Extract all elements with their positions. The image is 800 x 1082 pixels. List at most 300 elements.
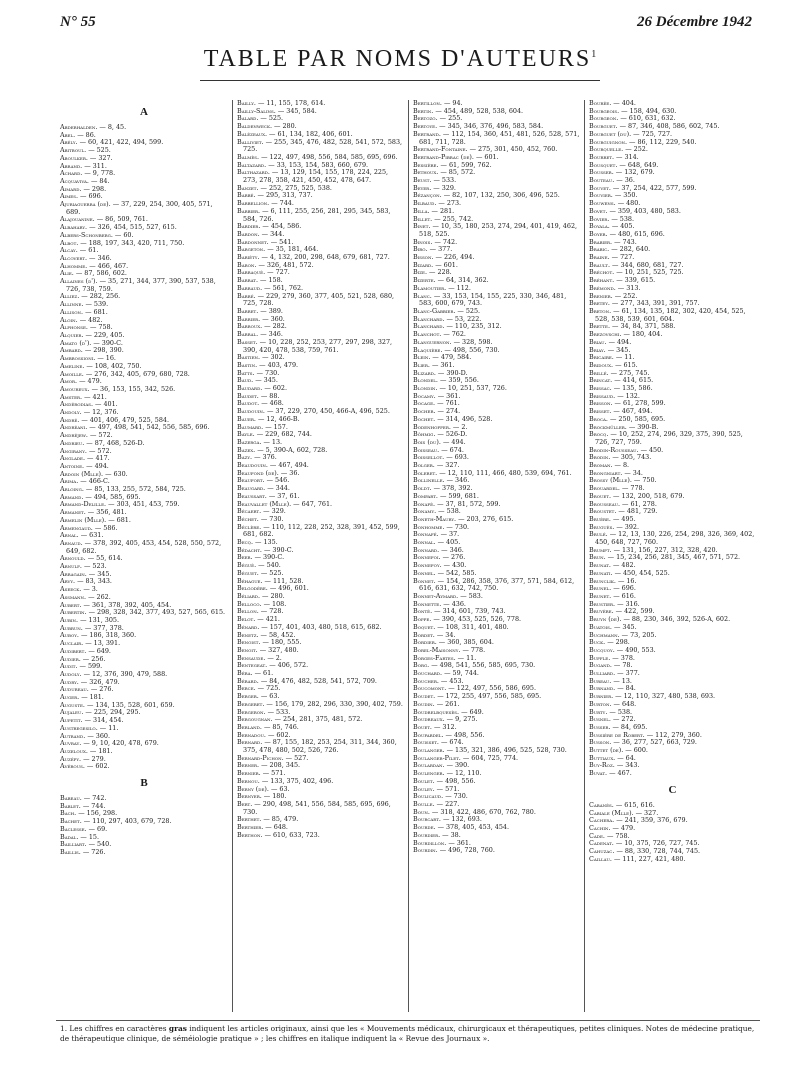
author-name: Burton. bbox=[589, 699, 612, 708]
page-references: — 12, 110, 327, 480, 538, 693. bbox=[613, 692, 716, 701]
author-name: Brémond. bbox=[589, 283, 616, 292]
page-references: — 361, 378, 392, 405, 454. bbox=[81, 600, 172, 609]
author-name: Bonafé. bbox=[413, 499, 436, 508]
author-name: Buchmann. bbox=[589, 630, 620, 639]
author-name: Baudard. bbox=[237, 384, 263, 393]
author-name: Bochet. bbox=[413, 414, 436, 423]
page-references: — 758. bbox=[604, 831, 630, 840]
author-name: Audier. bbox=[60, 654, 81, 663]
section-letter: B bbox=[140, 777, 148, 790]
page-references: — 85, 133, 255, 572, 584, 725. bbox=[83, 485, 186, 494]
page-references: — 208, 345. bbox=[259, 761, 301, 770]
page-references: — 541. bbox=[268, 237, 294, 246]
page-references: — 13, 129, 154, 155, 178, 224, 225, 273, 278, 358, 421, 450, 452, 478, 647. bbox=[243, 168, 389, 185]
page-references: — 252. bbox=[623, 145, 648, 154]
page-references: — 761. bbox=[435, 399, 460, 408]
author-name: Béliard. bbox=[237, 592, 260, 600]
page-references: — 343. bbox=[614, 761, 640, 770]
page-references: — 727. bbox=[265, 268, 290, 277]
author-name: Binet. bbox=[413, 222, 431, 231]
author-name: Barraud. bbox=[237, 283, 263, 292]
page-references: — 403, 479. bbox=[257, 360, 299, 369]
page-references: — 466-C. bbox=[78, 477, 110, 486]
page-references: — 454, 489, 528, 538, 604. bbox=[433, 106, 524, 115]
author-name: Audry. bbox=[60, 677, 79, 686]
author-name: Balmès. bbox=[237, 152, 260, 161]
page-references: — 361. bbox=[446, 838, 471, 847]
author-name: Bertoye. bbox=[413, 122, 438, 131]
page-references: — 6, 111, 255, 256, 281, 295, 345, 583, 584, 726. bbox=[243, 206, 391, 223]
page-references: — 327, 480. bbox=[257, 645, 299, 654]
author-name: Brunel. bbox=[589, 584, 612, 593]
page-references: — 88, 330, 728, 744, 745. bbox=[614, 847, 701, 856]
author-name: Arvy. bbox=[60, 577, 76, 586]
page-references: — 728. bbox=[258, 607, 284, 616]
page-references: — 36, 153, 155, 342, 526. bbox=[89, 384, 176, 393]
author-name: Brisson. bbox=[589, 399, 613, 408]
author-name: Bergeret. bbox=[237, 699, 265, 708]
page-references: — 156, 298. bbox=[76, 809, 118, 818]
page-references: — 681. bbox=[83, 307, 108, 316]
author-name: Boulle. bbox=[413, 799, 435, 808]
author-name: Brenier. bbox=[589, 291, 613, 300]
author-name: Bazerga. bbox=[237, 437, 262, 446]
page-references: — 11. bbox=[97, 723, 119, 732]
author-name: Bréchot. bbox=[589, 268, 615, 277]
author-name: Armanet. bbox=[60, 508, 86, 517]
page-references: — 256. bbox=[80, 654, 106, 663]
page-references: — 8, 45. bbox=[97, 123, 127, 131]
author-name: Bouchard. bbox=[413, 669, 443, 678]
author-name: Bucquoy. bbox=[589, 645, 615, 654]
title-text: TABLE PAR NOMS D'AUTEURS bbox=[203, 46, 592, 72]
author-name: Bouteau. bbox=[589, 176, 615, 185]
author-name: Berny (de). bbox=[237, 784, 269, 793]
page-references: — 730. bbox=[254, 368, 280, 377]
page-references: — 561, 762. bbox=[262, 283, 304, 292]
page-references: — 496, 728, 760. bbox=[437, 846, 495, 855]
page-references: — 401. bbox=[92, 400, 118, 409]
author-name: Arnulf. bbox=[60, 562, 82, 571]
page-references: — 84. bbox=[615, 684, 636, 693]
page-references: — 10, 252, 274, 296, 329, 375, 390, 525, 726, 727, 759. bbox=[595, 430, 743, 446]
author-name: Bompart. bbox=[413, 491, 438, 500]
page-references: — 84, 476, 482, 528, 541, 572, 709. bbox=[258, 676, 377, 685]
page-references: — 60, 421, 422, 494, 599. bbox=[77, 138, 164, 147]
author-name: Ardoin (Mlle). bbox=[60, 469, 104, 478]
page-references: — 326, 481, 572. bbox=[256, 260, 314, 269]
author-name: Boudet. bbox=[413, 692, 436, 701]
author-name: Bernadou. bbox=[237, 730, 266, 739]
author-name: Bernard. bbox=[237, 738, 263, 747]
page-references: — 34. bbox=[622, 468, 643, 477]
page-references: — 479, 584. bbox=[430, 353, 472, 362]
author-name: Brissaud. bbox=[589, 391, 616, 400]
author-name: Bousquet. bbox=[589, 160, 618, 169]
author-name: Balthazard. bbox=[237, 168, 270, 177]
author-name: Banzet. bbox=[237, 183, 259, 192]
author-name: Boulet. bbox=[413, 776, 435, 785]
author-name: Babeau. bbox=[60, 794, 82, 803]
page-references: — 2. bbox=[450, 422, 468, 431]
author-name: Blizard. bbox=[413, 368, 436, 377]
index-entry bbox=[413, 578, 580, 593]
author-name: Buttet (de). bbox=[589, 746, 624, 755]
author-name: Bayle. bbox=[237, 430, 255, 439]
page-references: — 345. bbox=[611, 622, 637, 631]
author-name: Bocher. bbox=[413, 407, 436, 416]
page-references: — 61, 599, 762. bbox=[438, 160, 492, 169]
page-references: — 345, 346, 376, 496, 583, 584. bbox=[437, 122, 544, 131]
author-name: Bailly. bbox=[237, 100, 256, 107]
title-footnote-mark: 1 bbox=[591, 49, 597, 60]
author-name: Bourgeon. bbox=[589, 114, 619, 123]
author-name: Buck. bbox=[589, 638, 606, 647]
page-references: — 648. bbox=[611, 699, 637, 708]
page-references: — 261. bbox=[434, 699, 460, 708]
author-name: Broca. bbox=[589, 414, 608, 423]
author-name: Bécaert. bbox=[237, 507, 262, 516]
author-name: Alliez. bbox=[60, 292, 80, 301]
author-name: Brincat. bbox=[589, 376, 613, 385]
author-name: Bernyer. bbox=[237, 792, 262, 801]
author-name: Acquaviva. bbox=[60, 176, 89, 185]
page-references: — 255, 345, 476, 482, 528, 541, 572, 583, 725. bbox=[243, 137, 403, 154]
page-references: — 132, 693. bbox=[440, 815, 482, 824]
author-name: Bachet. bbox=[60, 817, 82, 826]
page-references: — 157, 401, 403, 480, 518, 615, 682. bbox=[259, 622, 382, 631]
index-entry bbox=[413, 293, 580, 308]
page-references: — 327. bbox=[434, 461, 460, 470]
author-name: Berce. bbox=[237, 684, 256, 693]
author-name: Boucomont. bbox=[413, 684, 447, 693]
author-name: Bourguet (du). bbox=[589, 129, 632, 138]
author-name: Aimes. bbox=[60, 192, 78, 201]
author-name: Bertin. bbox=[413, 106, 434, 115]
section-letter: A bbox=[140, 106, 148, 118]
page-references: — 156, 179, 282, 296, 330, 390, 402, 759. bbox=[264, 699, 403, 708]
page-references: — 63. bbox=[258, 692, 280, 701]
issue-date: 26 Décembre 1942 bbox=[637, 14, 752, 30]
page-references: — 282. bbox=[262, 322, 287, 331]
author-name: Bonnel. bbox=[413, 568, 436, 577]
page-references: — 272. bbox=[610, 715, 636, 724]
page-references: — 10, 375, 726, 727, 745. bbox=[613, 839, 700, 848]
page-references: — 172, 255, 497, 556, 585, 695. bbox=[435, 692, 542, 701]
page-references: — 540. bbox=[256, 561, 281, 570]
author-name: Bailly-Salins. bbox=[237, 106, 276, 115]
author-name: Arima. bbox=[60, 477, 79, 486]
page-references: — 61, 134, 135, 182, 302, 420, 454, 525, 528, 538, 539, 601, 604. bbox=[595, 306, 746, 323]
author-name: Boudreaux. bbox=[413, 715, 445, 724]
page-references: — 610, 631, 632. bbox=[618, 114, 676, 123]
author-name: Brodin. bbox=[589, 453, 611, 462]
page-references: — 327. bbox=[633, 808, 659, 817]
author-name: Bourcart. bbox=[413, 815, 441, 824]
author-name: Boun. bbox=[413, 807, 430, 816]
author-name: Antoine. bbox=[60, 461, 85, 470]
author-name: Basset. bbox=[237, 337, 258, 346]
author-name: Brabier. bbox=[589, 237, 613, 246]
author-name: Blier. bbox=[413, 360, 430, 369]
author-name: Boyer. bbox=[589, 229, 608, 238]
page-references: — 602. bbox=[265, 730, 291, 739]
page-references: — 572. bbox=[86, 446, 112, 455]
page-references: — 778. bbox=[619, 484, 645, 493]
author-name: Bardonnet. bbox=[237, 237, 269, 246]
page-references: — 85, 746. bbox=[261, 722, 299, 731]
author-name: Amoureux. bbox=[60, 384, 90, 393]
page-references: — 360, 385, 604. bbox=[436, 638, 494, 647]
page-references: — 229, 682, 744. bbox=[254, 430, 312, 439]
page-references: — 11. bbox=[455, 653, 477, 662]
author-name: Baudet. bbox=[237, 391, 259, 400]
author-name: Bruère. bbox=[589, 514, 611, 523]
author-name: Blanc. bbox=[413, 291, 432, 300]
page-references: — 37, 61. bbox=[266, 491, 300, 500]
page-references: — 110, 112, 228, 252, 328, 391, 452, 599, 681, 682. bbox=[243, 522, 400, 539]
author-name: Achard. bbox=[60, 169, 83, 178]
page-references: — 316. bbox=[615, 599, 640, 608]
page-references: — 87, 586, 602. bbox=[73, 269, 127, 278]
index-entry bbox=[237, 293, 404, 308]
page-references: — 290, 498, 541, 556, 584, 585, 695, 696, 730. bbox=[243, 799, 391, 816]
author-name: Abel. bbox=[60, 130, 76, 139]
author-name: Brillé. bbox=[589, 368, 609, 377]
page-references: — 280. bbox=[271, 122, 297, 131]
page-references: — 111, 227, 421, 480. bbox=[611, 854, 686, 863]
page-references: — 86, 112, 229, 540. bbox=[627, 137, 697, 146]
page-references: — 158. bbox=[257, 276, 283, 285]
page-references: — 110, 235, 312. bbox=[444, 322, 502, 331]
page-references: — 180, 555. bbox=[260, 638, 302, 647]
page-references: — 111, 528. bbox=[262, 576, 304, 585]
page-references: — 226, 494. bbox=[433, 253, 475, 262]
author-name: Bocage. bbox=[413, 399, 436, 408]
author-name: Barrier. bbox=[237, 314, 261, 323]
author-name: Arnould. bbox=[60, 554, 86, 563]
page-references: — 523. bbox=[81, 562, 107, 571]
page-references: — 390. bbox=[444, 761, 470, 770]
page-references: — 9, 275. bbox=[444, 715, 478, 724]
author-name: Bazex. bbox=[237, 445, 256, 454]
author-name: Baron. bbox=[237, 260, 257, 269]
page-references: — 280. bbox=[260, 592, 285, 600]
page-references: — 615. bbox=[613, 360, 638, 369]
author-name: Armengaud. bbox=[60, 523, 93, 532]
author-name: Baldenweck. bbox=[237, 122, 272, 131]
page-references: — 390-C. bbox=[261, 545, 294, 554]
author-name: Ameline. bbox=[60, 361, 85, 370]
page-references: — 649. bbox=[459, 707, 484, 716]
page-references: — 132, 200, 518, 679. bbox=[610, 491, 685, 500]
author-name: Bourdin. bbox=[413, 846, 438, 855]
author-name: Blein. bbox=[413, 353, 431, 362]
page-references: — 16. bbox=[615, 576, 637, 585]
author-name: Bruguès. bbox=[589, 522, 615, 531]
page-references: — 468. bbox=[259, 399, 284, 408]
author-name: Burty. bbox=[589, 707, 608, 716]
page-references: — 61. bbox=[252, 669, 274, 678]
page-references: — 466, 467. bbox=[87, 261, 129, 270]
page-references: — 314. bbox=[614, 152, 639, 161]
author-name: Bourde. bbox=[413, 823, 436, 832]
author-name: Boucher. bbox=[413, 676, 439, 685]
author-name: Beust. bbox=[413, 176, 432, 185]
author-name: Bridoux. bbox=[589, 360, 614, 369]
author-name: Bordet. bbox=[413, 630, 435, 639]
author-name: Baudot. bbox=[237, 399, 260, 408]
author-name: Brault. bbox=[589, 260, 610, 269]
author-name: Armand-Delille. bbox=[60, 500, 107, 509]
page-references: — 37, 229, 270, 450, 466-A, 496, 525. bbox=[264, 407, 390, 416]
author-name: Buy-Roz. bbox=[589, 761, 615, 770]
page-references: — 12, 13, 130, 226, 254, 298, 326, 369, 402, 450, 648, 727, 760. bbox=[595, 530, 755, 547]
author-name: Belloco. bbox=[237, 599, 262, 608]
author-name: Broustet. bbox=[589, 507, 617, 516]
author-name: Bégué. bbox=[237, 561, 257, 570]
page-references: — 615, 616. bbox=[613, 800, 655, 809]
page-references: — 13. bbox=[611, 676, 632, 685]
page-references: — 696. bbox=[611, 584, 636, 593]
index-entry bbox=[237, 801, 404, 816]
author-name: Bizerte. bbox=[413, 276, 436, 285]
author-name: Boulenger. bbox=[413, 769, 445, 778]
page-references: — 350. bbox=[612, 191, 638, 200]
page-references: — 750. bbox=[631, 476, 657, 485]
author-name: Benoist. bbox=[237, 638, 261, 647]
author-name: Busser. bbox=[589, 722, 611, 731]
page-references: — 87, 155, 182, 253, 254, 311, 344, 360, 375, 478, 480, 502, 526, 726. bbox=[243, 738, 397, 755]
page-references: — 696. bbox=[77, 192, 103, 201]
page-references: — 12, 110. bbox=[444, 769, 482, 778]
page-references: — 134, 135, 528, 601, 659. bbox=[84, 700, 175, 709]
page-references: — 359, 403, 480, 583. bbox=[607, 206, 681, 215]
index-column bbox=[56, 100, 232, 1012]
author-name: Barbé. bbox=[237, 191, 256, 200]
page-references: — 298. bbox=[605, 638, 630, 647]
page-references: — 61, 278. bbox=[619, 499, 657, 508]
page-references: — 450, 454, 525. bbox=[612, 568, 670, 577]
page-references: — 647, 761. bbox=[291, 499, 333, 508]
page-references: — 122, 497, 498, 556, 584, 585, 695, 696. bbox=[259, 152, 398, 161]
page-references: — 390, 453, 525, 526, 778. bbox=[431, 615, 522, 624]
page-references: — 16. bbox=[95, 354, 116, 363]
author-name: Bretey. bbox=[589, 299, 610, 308]
author-name: Albers-Schonberg. bbox=[60, 230, 113, 239]
index-entry bbox=[237, 832, 404, 840]
page-references: — 421. bbox=[255, 615, 280, 624]
page-references: — 481, 729. bbox=[616, 507, 658, 516]
page-references: — 758. bbox=[87, 323, 113, 332]
page-references: — 494. bbox=[440, 437, 466, 446]
page-references: — 61. bbox=[77, 246, 99, 255]
author-name: Boufardel. bbox=[413, 730, 444, 739]
author-name: Abély. bbox=[60, 138, 78, 147]
author-name: Allaines (d'). bbox=[60, 277, 98, 286]
page-references: — 228. bbox=[427, 268, 452, 277]
page-references: — 225, 294, 295. bbox=[83, 708, 141, 717]
page-references: — 389. bbox=[258, 306, 283, 315]
author-name: Bourguignon. bbox=[589, 137, 628, 146]
author-name: Bazy. bbox=[237, 453, 253, 462]
author-name: Barbier. bbox=[237, 206, 261, 215]
page-references: — 82, 107, 132, 250, 306, 496, 525. bbox=[441, 191, 560, 200]
author-name: Aujaleu. bbox=[60, 708, 84, 717]
page-references: — 742. bbox=[432, 237, 458, 246]
footnote-rule bbox=[56, 1020, 760, 1021]
author-name: Bérard. bbox=[237, 676, 259, 685]
page-references: — 250, 585, 695. bbox=[607, 414, 666, 423]
page-references: — 453. bbox=[438, 676, 464, 685]
author-name: Barret. bbox=[237, 306, 259, 315]
page-references: — 599, 681. bbox=[437, 491, 479, 500]
page-references: — 495. bbox=[610, 514, 636, 523]
author-name: Aubin. bbox=[60, 616, 79, 624]
page-references: — 10, 251, 537, 726. bbox=[437, 384, 507, 393]
author-name: Bréhant. bbox=[589, 276, 615, 285]
author-name: Auboy. bbox=[60, 631, 79, 640]
author-name: Aubertin. bbox=[60, 608, 87, 617]
index-entry bbox=[589, 431, 756, 446]
page-references: — 35, 271, 344, 377, 390, 537, 538, 726, 738, 759. bbox=[66, 277, 216, 293]
page-references: — 63. bbox=[268, 784, 290, 793]
page-references: — 378, 392. bbox=[431, 484, 473, 493]
author-name: Auzeloux. bbox=[60, 746, 88, 755]
index-column bbox=[232, 100, 408, 1012]
page-references: — 13, 391. bbox=[83, 639, 121, 648]
author-name: Breton. bbox=[589, 306, 612, 315]
author-name: Brisset. bbox=[589, 407, 612, 416]
author-name: Bourgeois. bbox=[589, 106, 620, 115]
author-name: Caillau. bbox=[589, 854, 612, 863]
author-name: Bertillon. bbox=[413, 100, 442, 107]
page-references: — 482. bbox=[610, 561, 636, 570]
page-references: — 135, 321, 386, 496, 525, 528, 730. bbox=[444, 746, 567, 755]
index-entry bbox=[589, 770, 756, 778]
page-references: — 602. bbox=[84, 762, 110, 771]
author-name: Arnaud. bbox=[60, 538, 83, 547]
page-references: — 359, 556. bbox=[437, 376, 479, 385]
index-entry bbox=[60, 201, 228, 216]
page-references: — 525. bbox=[455, 306, 481, 315]
author-name: Bablet. bbox=[60, 801, 81, 810]
page-references: — 571. bbox=[434, 784, 460, 793]
author-name: Beyer. bbox=[413, 183, 432, 192]
author-name: Andoly. bbox=[60, 408, 82, 417]
page-references: — 377. bbox=[615, 669, 640, 678]
author-name: Béclère. bbox=[237, 522, 262, 531]
page-references: — 326, 454, 515, 527, 615. bbox=[87, 223, 177, 232]
page-references: — 273. bbox=[436, 199, 462, 208]
author-name: Bureau. bbox=[589, 676, 612, 685]
page-references: — 346. bbox=[444, 476, 470, 485]
page-references: — 94. bbox=[441, 100, 463, 107]
page-references: — 467. bbox=[607, 769, 632, 778]
page-references: — 525. bbox=[258, 568, 284, 577]
author-name: Brunat. bbox=[589, 561, 611, 570]
page-references: — 467, 494. bbox=[267, 461, 309, 470]
page-references: — 631. bbox=[78, 531, 104, 540]
page-references: — 281. bbox=[429, 206, 455, 215]
author-name: Auclair. bbox=[60, 639, 84, 648]
page-references: — 346. bbox=[439, 545, 464, 554]
page-header bbox=[0, 14, 800, 34]
page-references: — 33, 153, 154, 155, 225, 330, 346, 481, 583, 600, 679, 743. bbox=[419, 291, 567, 308]
page-references: — 274. bbox=[435, 407, 461, 416]
footnote bbox=[60, 1024, 760, 1044]
author-name: Bulliard. bbox=[589, 669, 616, 678]
